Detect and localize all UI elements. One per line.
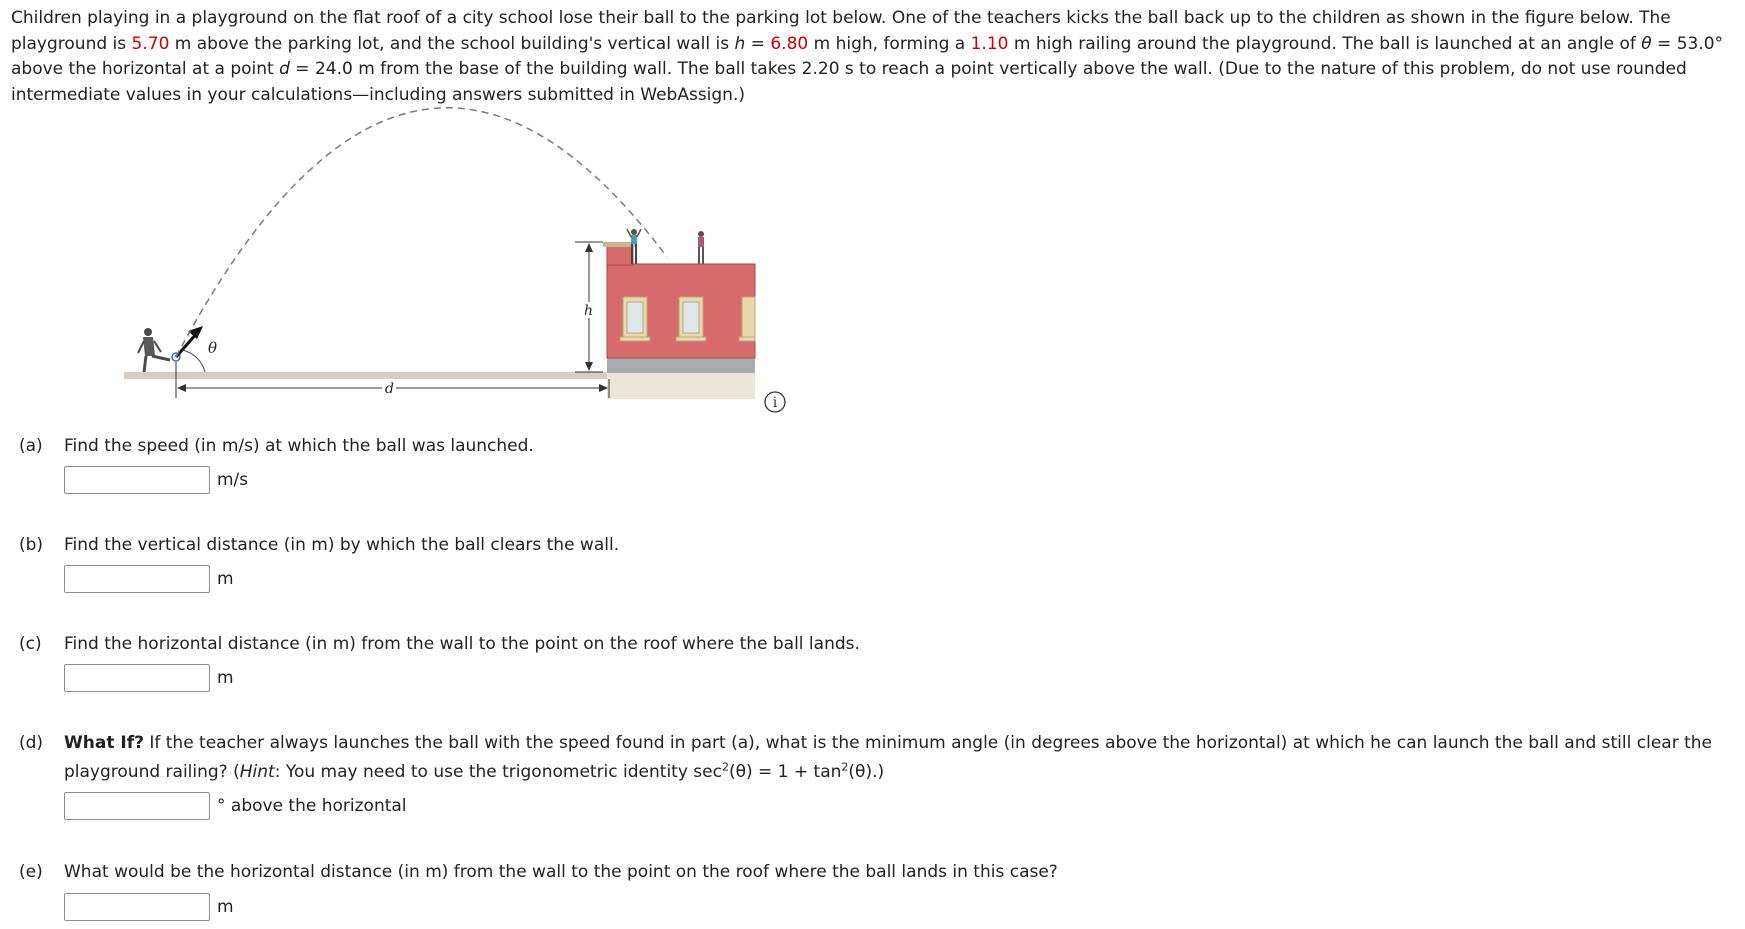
- problem-text: m high, forming a: [808, 33, 971, 54]
- d-arrow-left: [177, 384, 186, 392]
- question-a: [19, 432, 1729, 461]
- question-text-part: If the teacher always launches the ball with the speed found in part (a), what is the minimum angle (in degrees above the horizontal) at which he can launch the ball and still clear the playground railing? (: [64, 733, 1712, 782]
- unit-label: m: [217, 897, 234, 917]
- answer-a-input[interactable]: [64, 466, 210, 494]
- question-text-part: (θ) = 1 + tan: [728, 762, 842, 782]
- question-letter: (c): [19, 634, 42, 654]
- ball-trajectory: [176, 108, 667, 357]
- question-text: Find the vertical distance (in m) by which the ball clears the wall.: [64, 535, 620, 555]
- info-icon[interactable]: [764, 391, 786, 413]
- answer-b-input[interactable]: [64, 565, 210, 593]
- d-arrow-right: [599, 384, 608, 392]
- unit-label: ° above the horizontal: [217, 796, 407, 816]
- launch-velocity-arrow: [176, 333, 197, 357]
- question-b: [19, 531, 1729, 560]
- question-d: [19, 729, 1729, 787]
- superscript: 2: [721, 760, 729, 774]
- question-text: Find the horizontal distance (in m) from the wall to the point on the roof where the ball lands.: [64, 634, 860, 654]
- problem-text: =: [745, 33, 771, 54]
- variable-theta: θ: [1641, 33, 1652, 54]
- building-window: [676, 297, 706, 341]
- answer-row-e: [64, 893, 234, 921]
- angle-arc: [182, 350, 205, 372]
- superscript: 2: [841, 760, 849, 774]
- answer-d-input[interactable]: [64, 792, 210, 820]
- answer-row-c: [64, 664, 234, 692]
- problem-text: = 53.0° above the horizontal at a point: [11, 33, 1724, 79]
- teacher-figure: [138, 328, 170, 372]
- unit-label: m/s: [217, 470, 249, 490]
- question-letter: (b): [19, 535, 44, 555]
- hint-label: Hint: [239, 762, 275, 782]
- ground-under-building: [607, 372, 755, 399]
- arrow-head: [188, 326, 203, 339]
- answer-c-input[interactable]: [64, 664, 210, 692]
- answer-e-input[interactable]: [64, 893, 210, 921]
- parking-lot-ground: [124, 372, 609, 379]
- variable-d: d: [279, 59, 290, 79]
- question-c: [19, 630, 1729, 659]
- problem-text: m high railing around the playground. The ball is launched at an angle of: [1008, 33, 1642, 54]
- child-figure: [698, 231, 704, 264]
- question-e: [19, 858, 1729, 887]
- building-window: [620, 297, 650, 341]
- answer-row-a: [64, 466, 248, 494]
- h-label: h: [584, 303, 594, 319]
- question-letter: (a): [19, 436, 43, 456]
- question-text: [64, 729, 1729, 787]
- question-text-part: : You may need to use the trigonometric identity sec: [274, 762, 722, 782]
- unit-label: m: [217, 668, 234, 688]
- problem-text: = 24.0 m from the base of the building wall. The ball takes 2.20 s to reach a point vertically above the wall. (Due to the nature of this problem, do not use rounded intermediate values in your calculations—including answers submitted in WebAssign.): [11, 59, 1687, 105]
- question-letter: (e): [19, 862, 43, 882]
- playground-height-value: 5.70: [131, 33, 170, 54]
- d-label: d: [385, 381, 394, 397]
- question-text: Find the speed (in m/s) at which the ball was launched.: [64, 436, 534, 456]
- railing-height-value: 1.10: [970, 33, 1009, 54]
- projectile-figure: [0, 0, 1745, 420]
- building-base: [607, 357, 755, 373]
- railing: [607, 246, 633, 265]
- wall-height-value: 6.80: [770, 33, 809, 54]
- unit-label: m: [217, 569, 234, 589]
- theta-label: θ: [208, 339, 218, 357]
- question-text: What would be the horizontal distance (in m) from the wall to the point on the roof where the ball lands in this case?: [64, 862, 1058, 882]
- answer-row-d: [64, 792, 407, 820]
- question-text-part: (θ).): [848, 762, 885, 782]
- h-arrow-top: [585, 243, 593, 252]
- question-letter: (d): [19, 733, 44, 753]
- problem-text: m above the parking lot, and the school building's vertical wall is: [169, 33, 735, 54]
- answer-row-b: [64, 565, 234, 593]
- problem-text: Children playing in a playground on the flat roof of a city school lose their ball to the parking lot below. One of the teachers kicks the ball back up to the children as shown in the figure below. The playground is: [11, 8, 1671, 54]
- what-if-label: What If?: [64, 733, 144, 753]
- variable-h: h: [734, 33, 746, 54]
- svg-text:i: i: [772, 395, 778, 411]
- h-arrow-bottom: [585, 362, 593, 371]
